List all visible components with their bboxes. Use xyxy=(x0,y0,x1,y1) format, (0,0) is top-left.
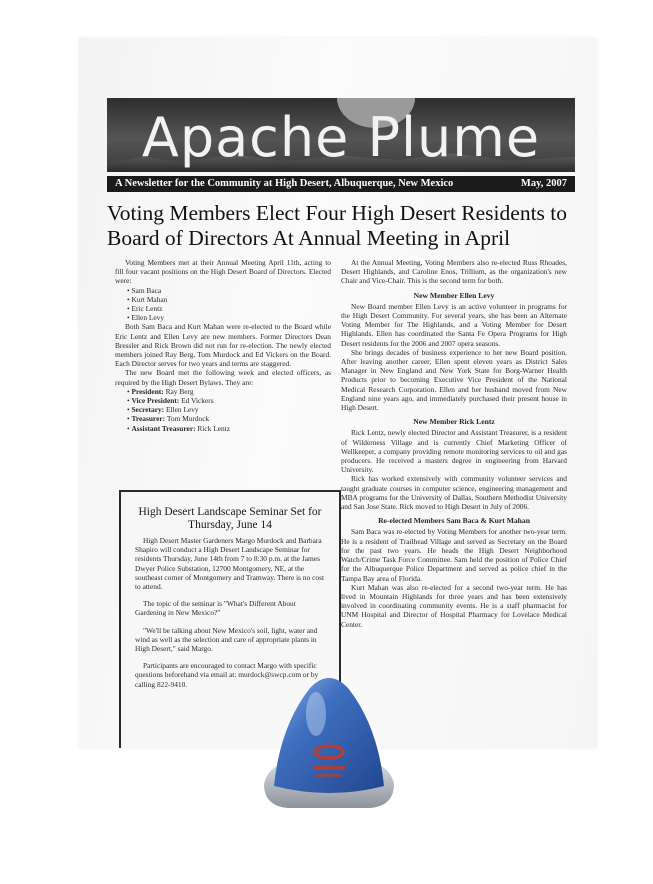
elected-list xyxy=(115,286,331,323)
officer-role: Secretary: xyxy=(131,405,165,415)
right-column xyxy=(341,258,567,629)
newsletter-page xyxy=(79,38,597,748)
chair-paragraph: At the Annual Meeting, Voting Members also re-elected Russ Rhoades, Desert Highlands, and Caroline Enos, Trillium, as the organization's new Chair and Vice-Chair. This is the second term for both. xyxy=(341,258,567,286)
section-heading: Re-elected Members Sam Baca & Kurt Mahan xyxy=(378,516,530,526)
lead-headline: Voting Members Elect Four High Desert Residents to Board of Directors At Annual Meeting in April xyxy=(107,201,568,250)
article-paragraph: Rick has worked extensively with community volunteer services and taught graduate courses in computer science, engineering management and MBA programs for the University of Dallas, Southern Methodist University and San Jose State. Rick moved to High Desert in July of 2006. xyxy=(341,474,567,512)
seminar-paragraph: Participants are encouraged to contact Margo with specific questions beforehand via email at: murdock@swcp.com or by calling 822-9410. xyxy=(135,661,319,689)
article-paragraph: Sam Baca was re-elected by Voting Members for another two-year term. He is a resident of Trailhead Village and served as Secretary on the Board for the past two years. He heads the High Desert Neighborhood Watch/Crime Task Force Committee. Sam held the position of Police Chief for the Albuquerque Police Department and served as police chief in the Tampa Bay area of Florida. xyxy=(341,527,567,583)
paperweight-highlight xyxy=(306,692,326,736)
paperweight-logo-text xyxy=(313,766,345,770)
list-item xyxy=(127,396,331,405)
article-paragraph: Kurt Mahan was also re-elected for a second two-year term. He has lived in Mountain Highlands for three years and has been extensively involved in coordinating community events. He is a staff pharmacist for UNM Hospital and Director of Hospital Pharmacy for Lovelace Medical Center. xyxy=(341,582,567,629)
left-column xyxy=(115,258,331,433)
list-item: • Ellen Levy xyxy=(127,313,331,322)
section-heading: New Member Rick Lentz xyxy=(413,417,495,427)
officers-list xyxy=(115,387,331,433)
newsletter-tagline: A Newsletter for the Community at High Desert, Albuquerque, New Mexico xyxy=(115,178,454,189)
officer-role: Treasurer: xyxy=(131,414,166,424)
article-paragraph: Rick Lentz, newly elected Director and Assistant Treasurer, is a resident of Wilderness Village and is currently Chief Marketing Officer of Wellkeeper, a company providing remote monitoring services to oil and gas producers. He received a masters degree in engineering from Harvard University. xyxy=(341,428,567,475)
officer-role: Assistant Treasurer: xyxy=(131,423,196,433)
list-item xyxy=(127,405,331,414)
issue-date: May, 2007 xyxy=(520,178,567,189)
officer-name: Ed Vickers xyxy=(181,396,214,406)
officer-name: Ellen Levy xyxy=(166,405,199,415)
paperweight-logo-text xyxy=(316,774,342,777)
article-paragraph: She brings decades of business experience to her new Board position. After leaving another career, Ellen spent eleven years as District Sales Manager in New England and New York State for Borg-Warner Health Products prior to becoming Executive Vice President of the National Medical Research Corporation. Ellen and her husband moved from New England nine years ago, and immediately purchased their present house in High Desert. xyxy=(341,347,567,413)
seminar-title: High Desert Landscape Seminar Set for Thursday, June 14 xyxy=(138,506,322,531)
intro-paragraph: Voting Members met at their Annual Meeting April 11th, acting to fill four vacant positions on the High Desert Board of Directors. Elected were: xyxy=(115,258,331,286)
newsletter-title: Apache Plume xyxy=(141,106,541,169)
officer-role: Vice President: xyxy=(131,396,180,406)
list-item: • Kurt Mahan xyxy=(127,295,331,304)
officer-name: Rick Lentz xyxy=(197,423,231,433)
paperweight xyxy=(258,666,400,814)
masthead-banner xyxy=(107,98,575,172)
seminar-paragraph: "We'll be talking about New Mexico's soil, light, water and wind as well as the selection and care of appropriate plants in High Desert," said Margo. xyxy=(135,625,318,654)
seminar-paragraph: The topic of the seminar is "What's Different About Gardening in New Mexico?" xyxy=(135,599,296,618)
officers-intro: The new Board met the following week and elected officers, as required by the High Desert Bylaws. They are: xyxy=(115,368,331,387)
list-item xyxy=(127,387,331,396)
article-paragraph: New Board member Ellen Levy is an active volunteer in programs for the High Desert Community. For several years, she has been an Alternate Voting Member for The Highlands, and a Voting Member for Desert Highlands. Ellen has coordinated the Santa Fe Opera Programs for High Desert residents for the 2006 and 2007 opera seasons. xyxy=(341,301,567,348)
masthead-subtitle-bar xyxy=(107,176,575,192)
list-item: • Sam Baca xyxy=(127,286,331,295)
section-heading: New Member Ellen Levy xyxy=(413,290,495,300)
officer-name: Ray Berg xyxy=(165,386,194,396)
officer-role: President: xyxy=(131,386,164,396)
officer-name: Tom Murdock xyxy=(166,414,210,424)
list-item: • Eric Lentz xyxy=(127,304,331,313)
list-item xyxy=(127,424,331,433)
list-item xyxy=(127,414,331,423)
seminar-paragraph: High Desert Master Gardeners Margo Murdock and Barbara Shapiro will conduct a High Desert Landscape Seminar for residents Thursday, June 14th from 7 to 8:30 p.m. at the James Dwyer Police Substation, 12700 Montgomery, NE, at the southeast corner of Montgomery and Tramway. There is no cost to attend. xyxy=(135,536,325,592)
board-paragraph: Both Sam Baca and Kurt Mahan were re-elected to the Board while Eric Lentz and Ellen Levy are new members. Former Directors Dean Bressler and Rick Brown did not run for re-election. The newly elected members joined Ray Berg, Tom Murdock and Ed Vickers on the Board. Each Director serves for two years and terms are staggered. xyxy=(115,322,331,369)
